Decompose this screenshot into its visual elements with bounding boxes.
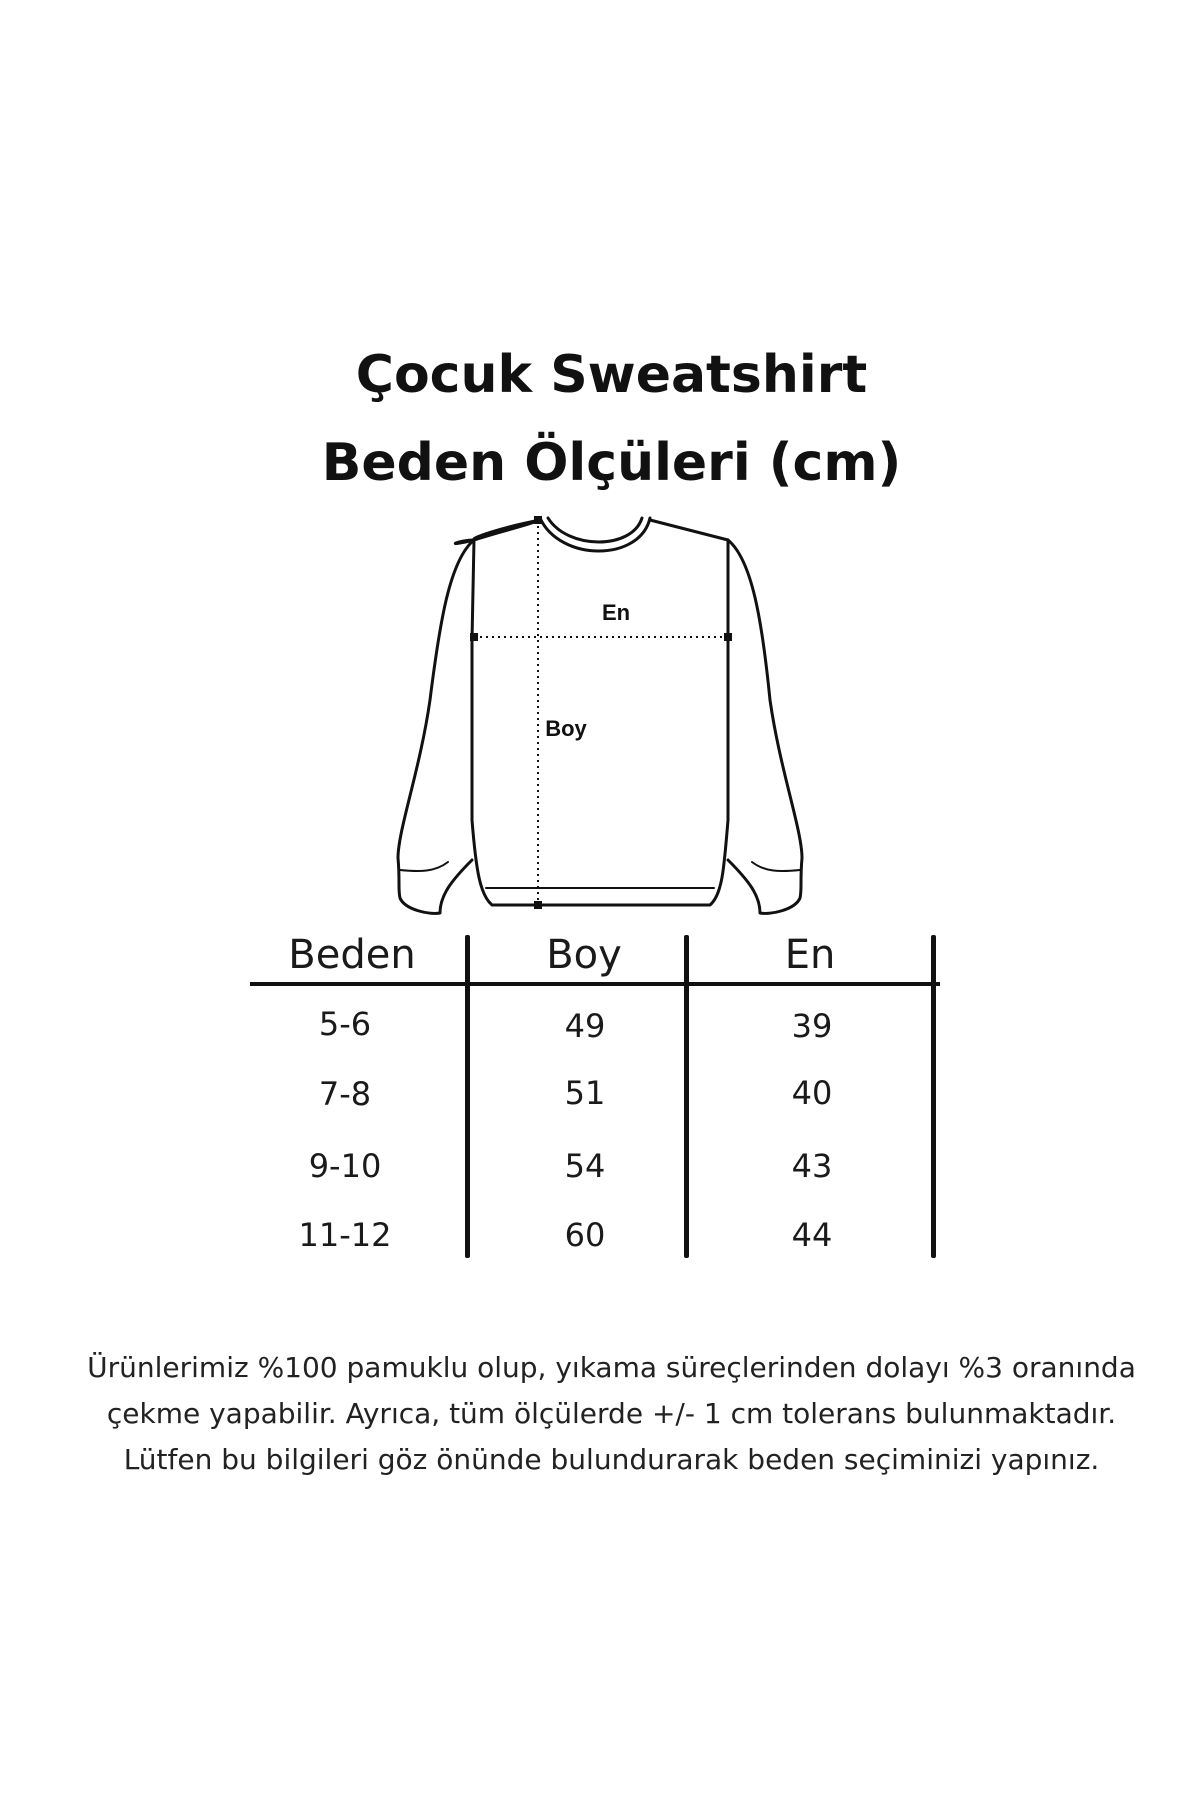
sweatshirt-diagram xyxy=(0,500,1200,940)
table-column-divider xyxy=(465,935,470,1258)
page-title: Çocuk Sweatshirt xyxy=(355,345,868,405)
length-label: Boy xyxy=(545,716,587,741)
width-label: En xyxy=(601,600,631,625)
cell-size: 7-8 xyxy=(318,1075,372,1113)
cell-size: 11-12 xyxy=(298,1216,392,1254)
cell-width: 40 xyxy=(791,1074,833,1112)
cell-length: 54 xyxy=(564,1147,606,1185)
table-column-divider xyxy=(684,935,689,1258)
column-header-width: En xyxy=(784,932,836,978)
care-note-line: Ürünlerimiz %100 pamuklu olup, yıkama süreçlerinden dolayı %3 oranında xyxy=(87,1351,1136,1384)
cell-length: 60 xyxy=(564,1216,606,1254)
column-header-length: Boy xyxy=(546,932,622,978)
cell-length: 51 xyxy=(564,1074,606,1112)
page-subtitle: Beden Ölçüleri (cm) xyxy=(321,433,902,493)
cell-width: 43 xyxy=(791,1147,833,1185)
cell-width: 44 xyxy=(791,1216,833,1254)
cell-length: 49 xyxy=(564,1007,606,1045)
table-header-divider xyxy=(250,982,940,986)
care-note-line: çekme yapabilir. Ayrıca, tüm ölçülerde +/- 1 cm tolerans bulunmaktadır. xyxy=(106,1397,1117,1430)
column-header-size: Beden xyxy=(288,932,416,978)
care-note xyxy=(0,1345,1200,1483)
cell-size: 9-10 xyxy=(308,1147,382,1185)
cell-size: 5-6 xyxy=(318,1005,372,1043)
care-note-line: Lütfen bu bilgileri göz önünde bulundurarak beden seçiminizi yapınız. xyxy=(123,1443,1100,1476)
table-column-divider xyxy=(931,935,936,1258)
cell-width: 39 xyxy=(791,1007,833,1045)
